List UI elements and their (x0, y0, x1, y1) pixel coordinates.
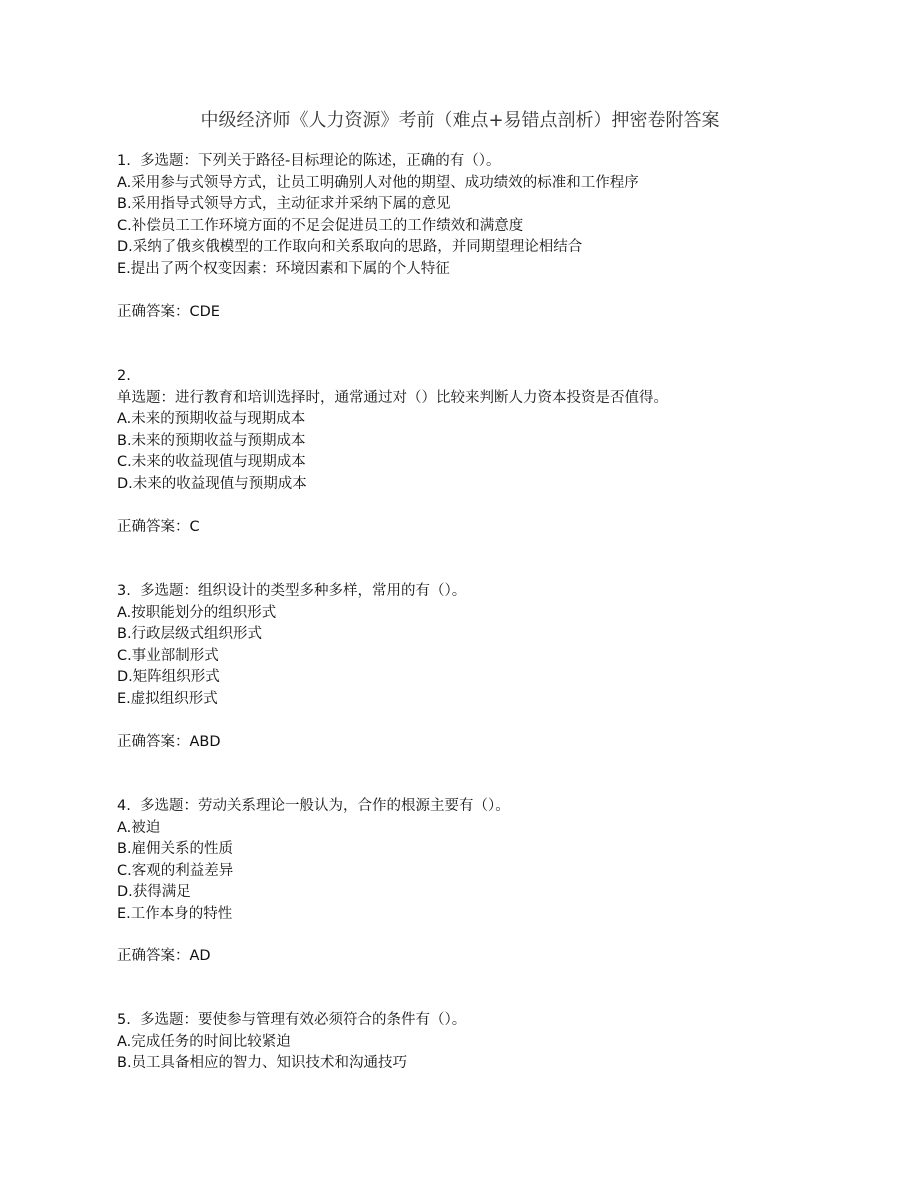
option-e: E.工作本身的特性 (117, 905, 233, 922)
option-d: D.获得满足 (117, 884, 191, 900)
option-a: A.被迫 (117, 819, 161, 836)
option-b: B.行政层级式组织形式 (117, 626, 263, 642)
answer: 正确答案：AD (117, 948, 211, 964)
option-b: B.员工具备相应的智力、知识技术和沟通技巧 (117, 1055, 408, 1071)
question-stem (117, 1010, 466, 1032)
question-number: 1. (117, 153, 131, 169)
option-d: D.未来的收益现值与预期成本 (117, 475, 307, 492)
question-stem (117, 151, 639, 173)
question-text: 多选题：要使参与管理有效必须符合的条件有（）。 (140, 1012, 467, 1028)
document-title: 中级经济师《人力资源》考前（难点+易错点剖析）押密卷附答案 (200, 110, 720, 131)
question-text: 多选题：下列关于路径-目标理论的陈述，正确的有（）。 (140, 153, 501, 169)
option-a: A.采用参与式领导方式，让员工明确别人对他的期望、成功绩效的标准和工作程序 (117, 174, 639, 191)
option-a: A.未来的预期收益与现期成本 (117, 411, 306, 427)
question-text: 多选题：劳动关系理论一般认为，合作的根源主要有（）。 (140, 798, 510, 814)
option-b: B.未来的预期收益与预期成本 (117, 432, 306, 449)
answer: 正确答案：C (117, 519, 200, 535)
option-c: C.未来的收益现值与现期成本 (117, 454, 306, 470)
option-d: D.采纳了俄亥俄模型的工作取向和关系取向的思路，并同期望理论相结合 (117, 239, 583, 255)
question-number: 3. (117, 583, 131, 599)
question-2 (117, 366, 668, 495)
option-c: C.客观的利益差异 (117, 862, 234, 879)
question-text: 单选题：进行教育和培训选择时，通常通过对（）比较来判断人力资本投资是否值得。 (117, 389, 668, 406)
option-a: A.完成任务的时间比较紧迫 (117, 1033, 291, 1050)
question-4 (117, 796, 510, 925)
question-1 (117, 151, 639, 280)
question-text: 多选题：组织设计的类型多种多样，常用的有（）。 (140, 583, 467, 599)
option-c: C.补偿员工工作环境方面的不足会促进员工的工作绩效和满意度 (117, 217, 524, 234)
option-a: A.按职能划分的组织形式 (117, 604, 277, 621)
question-number: 4. (117, 798, 131, 814)
answer: 正确答案：CDE (117, 304, 220, 320)
answer: 正确答案：ABD (117, 734, 221, 750)
option-b: B.雇佣关系的性质 (117, 841, 234, 857)
option-d: D.矩阵组织形式 (117, 669, 220, 685)
question-stem (117, 796, 510, 818)
question-number: 2. (117, 368, 131, 384)
option-e: E.虚拟组织形式 (117, 690, 218, 707)
option-b: B.采用指导式领导方式，主动征求并采纳下属的意见 (117, 196, 451, 212)
option-c: C.事业部制形式 (117, 647, 219, 664)
option-e: E.提出了两个权变因素：环境因素和下属的个人特征 (117, 260, 450, 277)
question-5 (117, 1010, 466, 1075)
question-number: 5. (117, 1012, 131, 1028)
question-stem (117, 581, 466, 603)
question-3 (117, 581, 466, 710)
